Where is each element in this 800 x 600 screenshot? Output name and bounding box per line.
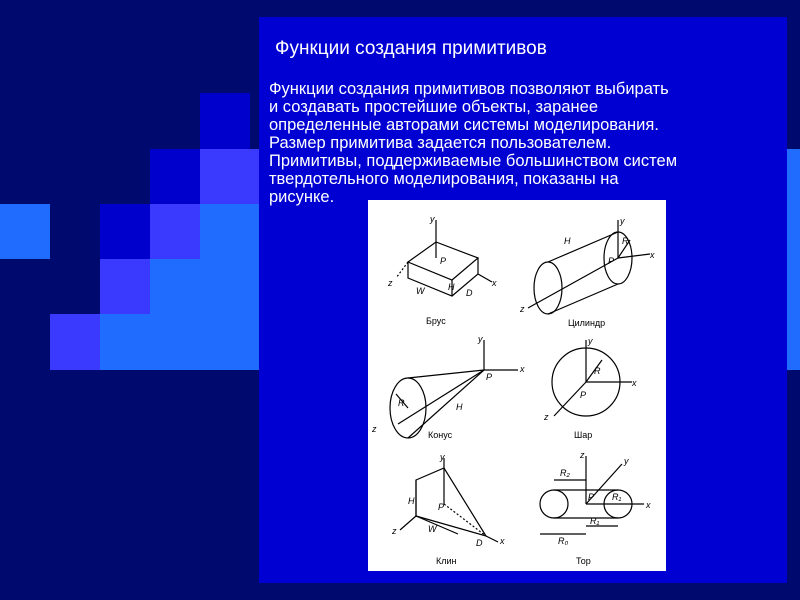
- axis-label: y: [440, 452, 445, 462]
- primitives-figure: [368, 200, 666, 571]
- sphere-primitive: [543, 336, 637, 440]
- decor-square: [50, 314, 100, 370]
- axis-label: z: [544, 412, 549, 422]
- dim-label: D: [476, 538, 483, 548]
- body-line: рисунке.: [269, 188, 335, 206]
- axis-label: x: [632, 378, 637, 388]
- dim-label: R: [594, 366, 601, 376]
- point-label: P: [588, 492, 595, 502]
- decor-square: [100, 204, 150, 259]
- caption-wedge: Клин: [436, 556, 457, 566]
- dim-label: R: [398, 398, 405, 408]
- dim-label: D: [466, 288, 473, 298]
- decor-square: [200, 149, 259, 204]
- dim-label: W: [416, 286, 425, 296]
- axis-label: x: [500, 536, 505, 546]
- dim-label: R: [622, 236, 629, 246]
- dim-label: H: [448, 282, 455, 292]
- decor-square: [150, 149, 200, 204]
- axis-label: x: [520, 364, 525, 374]
- axis-label: z: [520, 304, 525, 314]
- decor-square: [0, 204, 50, 259]
- caption-sphere: Шар: [574, 430, 593, 440]
- point-label: P: [608, 256, 615, 266]
- wedge-primitive: [391, 452, 505, 566]
- caption-torus: Тор: [576, 556, 591, 566]
- body-line: Размер примитива задается пользователем.: [269, 134, 612, 152]
- dim-label: H: [456, 402, 463, 412]
- decor-square: [150, 204, 200, 259]
- axis-label: y: [588, 336, 593, 346]
- decor-square: [787, 149, 800, 370]
- decor-square: [100, 314, 259, 370]
- torus-primitive: [540, 450, 651, 566]
- axis-label: z: [388, 278, 393, 288]
- axis-label: y: [478, 334, 483, 344]
- box-primitive: [387, 214, 497, 326]
- axis-label: x: [650, 250, 655, 260]
- point-label: P: [486, 372, 493, 382]
- caption-cone: Конус: [428, 430, 453, 440]
- slide-title: Функции создания примитивов: [275, 38, 547, 59]
- body-line: Функции создания примитивов позволяют выбирать: [269, 80, 669, 98]
- point-label: P: [580, 390, 587, 400]
- dim-label: R₀: [558, 536, 569, 546]
- axis-label: z: [392, 526, 397, 536]
- dim-label: H: [408, 496, 415, 506]
- caption-box: Брус: [426, 316, 446, 326]
- axis-label: x: [646, 500, 651, 510]
- body-line: и создавать простейшие объекты, заранее: [269, 98, 599, 116]
- body-line: определенные авторами системы моделирования.: [269, 116, 659, 134]
- body-line: твердотельного моделирования, показаны на: [269, 170, 619, 188]
- decor-square: [200, 93, 250, 149]
- decor-square: [100, 259, 150, 314]
- body-line: Примитивы, поддерживаемые большинством систем: [269, 152, 678, 170]
- point-label: P: [440, 256, 447, 266]
- dim-label: R₂: [560, 468, 570, 478]
- dim-label: W: [428, 524, 437, 534]
- axis-label: y: [430, 214, 435, 224]
- slide-body: [269, 80, 769, 206]
- axis-label: z: [372, 424, 377, 434]
- caption-cylinder: Цилиндр: [568, 318, 606, 328]
- cylinder-primitive: [519, 216, 655, 328]
- dim-label: R₁: [612, 492, 622, 502]
- point-label: P: [438, 502, 445, 512]
- axis-label: y: [620, 216, 625, 226]
- decor-square: [150, 259, 259, 314]
- decor-square: [200, 204, 259, 259]
- dim-label: H: [564, 236, 571, 246]
- dim-label: R₁: [590, 516, 600, 526]
- cone-primitive: [371, 334, 525, 440]
- axis-label: y: [624, 456, 629, 466]
- axis-label: z: [580, 450, 585, 460]
- axis-label: x: [492, 278, 497, 288]
